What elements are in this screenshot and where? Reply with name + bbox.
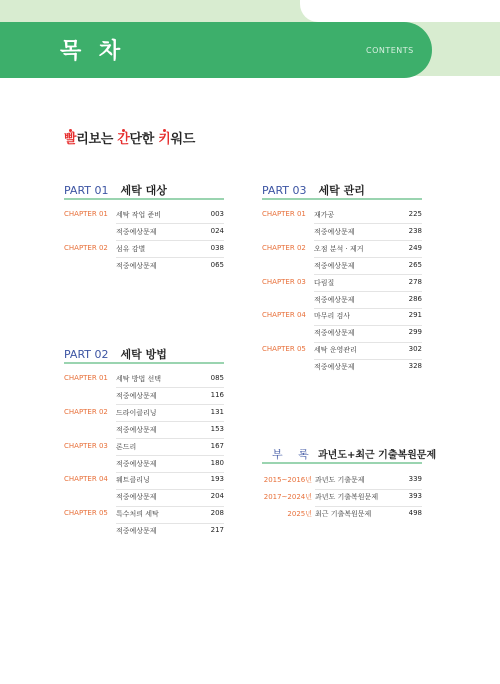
toc-row[interactable] <box>262 207 422 224</box>
page-number: 291 <box>408 311 422 320</box>
toc-row[interactable] <box>64 506 224 523</box>
entry-title: 재가공 <box>314 211 335 219</box>
keyword-accent-char: 키 <box>158 132 171 147</box>
toc-row[interactable] <box>262 292 422 309</box>
page-number: 498 <box>408 509 422 517</box>
appendix-year: 2015~2016년 <box>263 476 312 484</box>
chapter-label: CHAPTER 01 <box>64 374 108 382</box>
part-number: PART 03 <box>262 184 307 197</box>
entry-title: 섬유 감별 <box>116 244 146 253</box>
page-number: 217 <box>210 526 224 535</box>
keyword-text: 단한 <box>129 132 159 147</box>
part-title: 세탁 관리 <box>318 184 365 197</box>
page-number: 153 <box>210 424 224 433</box>
toc-row[interactable] <box>64 371 224 388</box>
chapter-label: CHAPTER 02 <box>262 243 306 252</box>
entry-title: 적중예상문제 <box>314 295 355 304</box>
part-header <box>64 182 167 198</box>
keyword-text: 리보는 <box>76 132 118 147</box>
page-number: 302 <box>408 345 422 354</box>
page-number: 131 <box>210 407 224 416</box>
entry-title: 적중예상문제 <box>116 227 157 236</box>
page-number: 116 <box>210 390 224 399</box>
toc-row[interactable] <box>64 439 224 456</box>
part-divider <box>262 198 422 200</box>
appendix-entry-title: 최근 기출복원문제 <box>315 510 372 518</box>
appendix-title: 과년도+최근 기출복원문제 <box>318 450 437 461</box>
keyword-accent-dot <box>69 129 72 132</box>
page-title: 목 차 <box>60 39 126 64</box>
keyword-accent-dot <box>163 129 166 132</box>
chapter-label: CHAPTER 01 <box>262 210 306 218</box>
chapter-label: CHAPTER 02 <box>64 407 108 416</box>
entry-title: 적중예상문제 <box>116 391 157 400</box>
keyword-banner <box>64 128 195 147</box>
chapter-label: CHAPTER 02 <box>64 243 108 252</box>
page-number: 328 <box>408 362 422 371</box>
toc-row[interactable] <box>262 342 422 359</box>
entry-title: 세탁 운영관리 <box>314 346 357 355</box>
part-title: 세탁 방법 <box>120 348 167 361</box>
page-number: 299 <box>408 328 422 337</box>
entry-title: 적중예상문제 <box>116 527 157 536</box>
toc-row[interactable] <box>64 241 224 258</box>
part-number: PART 01 <box>64 184 109 197</box>
part-divider <box>64 198 224 200</box>
page-number: 265 <box>408 260 422 269</box>
page-number: 238 <box>408 226 422 235</box>
toc-row[interactable] <box>262 325 422 342</box>
page-number: 024 <box>210 226 224 235</box>
appendix-entry-title: 과년도 기출복원문제 <box>315 493 379 501</box>
page-number: 278 <box>408 277 422 286</box>
toc-row[interactable] <box>64 405 224 422</box>
toc-row[interactable] <box>64 258 224 275</box>
part-header <box>262 182 365 198</box>
keyword-accent-dot <box>122 129 125 132</box>
page-number: 225 <box>408 210 422 218</box>
chapter-label: CHAPTER 04 <box>64 475 108 484</box>
page-number: 065 <box>210 260 224 269</box>
entry-title: 적중예상문제 <box>314 227 355 236</box>
chapter-label: CHAPTER 03 <box>262 277 306 286</box>
toc-row[interactable] <box>262 359 422 376</box>
page-number: 208 <box>210 509 224 518</box>
page-number: 038 <box>210 243 224 252</box>
toc-row[interactable] <box>262 308 422 325</box>
entry-title: 적중예상문제 <box>116 459 157 468</box>
toc-row[interactable] <box>64 489 224 506</box>
page-number: 167 <box>210 441 224 450</box>
appendix-row[interactable] <box>262 472 422 489</box>
entry-title: 적중예상문제 <box>314 329 355 338</box>
entry-title: 세탁 작업 준비 <box>116 211 162 219</box>
entry-title: 적중예상문제 <box>314 261 355 270</box>
appendix-row[interactable] <box>262 489 422 506</box>
toc-row[interactable] <box>262 241 422 258</box>
entry-title: 특수처릐 세탁 <box>116 510 159 519</box>
appendix-label: 부 록 <box>272 448 315 461</box>
keyword-text: 워드 <box>170 132 196 147</box>
chapter-label: CHAPTER 05 <box>262 345 306 354</box>
toc-row[interactable] <box>64 472 224 489</box>
page-number: 003 <box>210 210 224 218</box>
entry-title: 적중예상문제 <box>314 363 355 372</box>
toc-row[interactable] <box>64 523 224 540</box>
entry-title: 적중예상문제 <box>116 261 157 270</box>
chapter-label: CHAPTER 05 <box>64 509 108 518</box>
entry-title: 적중예상문제 <box>116 493 157 502</box>
toc-row[interactable] <box>64 388 224 405</box>
part-title: 세탁 대상 <box>120 184 167 197</box>
entry-title: 론드리 <box>116 442 137 451</box>
entry-title: 오점 분석 · 제거 <box>314 244 364 253</box>
chapter-label: CHAPTER 03 <box>64 441 108 450</box>
appendix-row[interactable] <box>262 506 422 523</box>
entry-title: 드라이클리닝 <box>116 408 157 417</box>
part-header <box>64 346 167 362</box>
page-number: 286 <box>408 294 422 303</box>
toc-row[interactable] <box>262 258 422 275</box>
entry-title: 다림질 <box>314 278 335 287</box>
page-number: 193 <box>210 475 224 484</box>
page-number: 249 <box>408 243 422 252</box>
page-number: 085 <box>210 374 224 382</box>
entry-title: 적중예상문제 <box>116 425 157 434</box>
appendix-divider <box>262 462 422 464</box>
toc-row[interactable] <box>64 422 224 439</box>
page-number: 180 <box>210 458 224 467</box>
entry-title: 세탁 방법 선택 <box>116 375 162 383</box>
toc-row[interactable] <box>262 275 422 292</box>
page-number: 393 <box>408 492 422 500</box>
contents-label: CONTENTS <box>366 46 414 55</box>
keyword-accent-char: 간 <box>117 132 130 147</box>
toc-row[interactable] <box>64 224 224 241</box>
header-background-cutout <box>300 0 500 22</box>
chapter-label: CHAPTER 04 <box>262 311 306 320</box>
part-divider <box>64 362 224 364</box>
toc-row[interactable] <box>64 456 224 473</box>
entry-title: 마무리 검사 <box>314 312 351 321</box>
entry-title: 웨트클리닝 <box>116 476 150 485</box>
keyword-accent-char: 빨 <box>64 132 77 147</box>
part-number: PART 02 <box>64 348 109 361</box>
page-number: 204 <box>210 492 224 501</box>
chapter-label: CHAPTER 01 <box>64 210 108 218</box>
appendix-year: 2025년 <box>287 510 312 518</box>
toc-row[interactable] <box>64 207 224 224</box>
page-number: 339 <box>408 475 422 483</box>
appendix-year: 2017~2024년 <box>263 493 312 501</box>
toc-row[interactable] <box>262 224 422 241</box>
appendix-entry-title: 과년도 기출문제 <box>315 476 365 484</box>
